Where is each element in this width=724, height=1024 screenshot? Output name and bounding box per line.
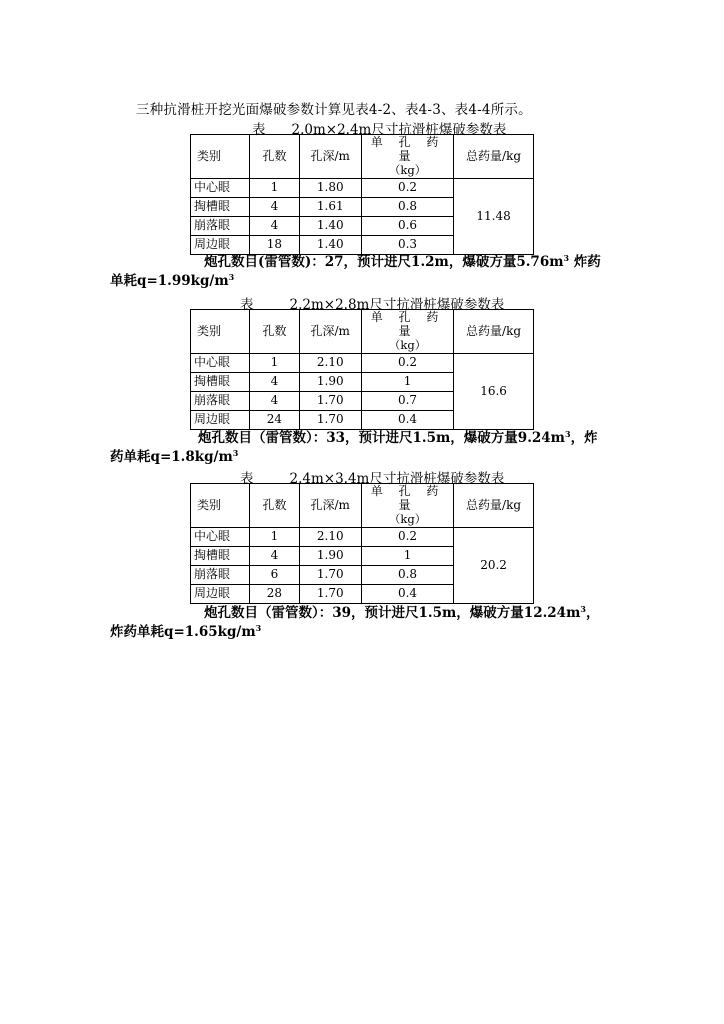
cell-holes: 4 xyxy=(250,391,299,410)
intro-paragraph: 三种抗滑桩开挖光面爆破参数计算见表4-2、表4-3、表4-4所示。 xyxy=(136,102,532,118)
cell-charge: 1 xyxy=(361,546,453,565)
cell-holes: 1 xyxy=(250,178,299,197)
cell-category: 崩落眼 xyxy=(191,565,250,584)
header-holes: 孔数 xyxy=(250,135,299,179)
cell-depth: 1.70 xyxy=(299,410,361,429)
table-3-caption-title: 2.4m×3.4m尺寸抗滑桩爆破参数表 xyxy=(289,471,505,487)
cell-holes: 18 xyxy=(250,235,299,254)
summary-text: 炸药单耗q=1.65kg/m xyxy=(110,624,256,640)
table-1-caption-title: 2.0m×2.4m尺寸抗滑桩爆破参数表 xyxy=(291,122,507,138)
cell-category: 周边眼 xyxy=(191,235,250,254)
cell-category: 掏槽眼 xyxy=(191,372,250,391)
cell-total: 11.48 xyxy=(454,178,534,254)
header-depth: 孔深/m xyxy=(299,484,361,528)
cell-category: 掏槽眼 xyxy=(191,197,250,216)
header-charge xyxy=(361,484,453,528)
cell-charge: 0.8 xyxy=(361,197,453,216)
cell-charge: 0.2 xyxy=(361,178,453,197)
cell-holes: 24 xyxy=(250,410,299,429)
cell-depth: 2.10 xyxy=(299,353,361,372)
cell-total: 20.2 xyxy=(454,527,534,603)
cell-category: 中心眼 xyxy=(191,178,250,197)
cell-holes: 1 xyxy=(250,527,299,546)
cell-charge: 0.2 xyxy=(361,527,453,546)
summary-text: 药单耗q=1.8kg/m xyxy=(110,449,233,465)
header-total: 总药量/kg xyxy=(454,310,534,354)
cell-charge: 0.4 xyxy=(361,584,453,603)
header-holes: 孔数 xyxy=(250,484,299,528)
table-1-summary xyxy=(110,253,630,291)
cell-category: 崩落眼 xyxy=(191,216,250,235)
table-2-caption-title: 2.2m×2.8m尺寸抗滑桩爆破参数表 xyxy=(289,297,505,313)
table-header-row xyxy=(191,135,534,179)
table-1-caption-prefix: 表 xyxy=(252,122,266,138)
summary-tail: ， xyxy=(585,605,600,621)
table-header-row xyxy=(191,310,534,354)
cell-category: 中心眼 xyxy=(191,353,250,372)
cell-depth: 1.40 xyxy=(299,235,361,254)
summary-superscript: 3 xyxy=(232,448,239,458)
summary-superscript: 3 xyxy=(580,604,586,614)
table-2-summary xyxy=(110,429,630,467)
summary-superscript: 3 xyxy=(564,429,571,439)
cell-charge: 0.2 xyxy=(361,353,453,372)
cell-charge: 0.6 xyxy=(361,216,453,235)
cell-depth: 1.90 xyxy=(299,372,361,391)
cell-charge: 0.8 xyxy=(361,565,453,584)
summary-tail: 炸药 xyxy=(569,254,601,270)
header-category: 类别 xyxy=(191,484,250,528)
summary-tail: ，炸 xyxy=(570,430,598,446)
cell-depth: 1.90 xyxy=(299,546,361,565)
cell-charge: 0.4 xyxy=(361,410,453,429)
cell-category: 中心眼 xyxy=(191,527,250,546)
table-1 xyxy=(190,134,534,255)
header-charge-unit: （kg） xyxy=(388,337,427,352)
cell-category: 周边眼 xyxy=(191,584,250,603)
cell-category: 周边眼 xyxy=(191,410,250,429)
cell-category: 掏槽眼 xyxy=(191,546,250,565)
table-3 xyxy=(190,483,534,604)
cell-depth: 1.70 xyxy=(299,391,361,410)
header-category: 类别 xyxy=(191,135,250,179)
header-charge xyxy=(361,135,453,179)
cell-depth: 2.10 xyxy=(299,527,361,546)
header-charge-label: 单 孔 药 量 xyxy=(370,135,445,164)
cell-holes: 6 xyxy=(250,565,299,584)
header-charge-unit: （kg） xyxy=(388,511,427,526)
summary-text: 炮孔数目（雷管数）：39，预计进尺1.5m，爆破方量12.24m xyxy=(204,605,581,621)
header-charge xyxy=(361,310,453,354)
header-total: 总药量/kg xyxy=(454,135,534,179)
table-3-summary xyxy=(110,604,630,642)
cell-holes: 4 xyxy=(250,197,299,216)
table-row xyxy=(191,353,534,372)
cell-category: 崩落眼 xyxy=(191,391,250,410)
summary-text: 单耗q=1.99kg/m xyxy=(110,273,229,289)
table-2-caption-prefix: 表 xyxy=(240,297,254,313)
cell-holes: 4 xyxy=(250,372,299,391)
cell-depth: 1.80 xyxy=(299,178,361,197)
header-charge-label: 单 孔 药 量 xyxy=(370,310,445,339)
table-row xyxy=(191,178,534,197)
table-header-row xyxy=(191,484,534,528)
cell-holes: 4 xyxy=(250,546,299,565)
cell-depth: 1.70 xyxy=(299,584,361,603)
header-charge-label: 单 孔 药 量 xyxy=(370,484,445,513)
cell-charge: 1 xyxy=(361,372,453,391)
header-charge-unit: （kg） xyxy=(388,162,427,177)
cell-holes: 4 xyxy=(250,216,299,235)
header-depth: 孔深/m xyxy=(299,135,361,179)
cell-holes: 28 xyxy=(250,584,299,603)
cell-depth: 1.61 xyxy=(299,197,361,216)
summary-superscript: 3 xyxy=(228,272,235,282)
table-2 xyxy=(190,309,534,430)
cell-charge: 0.3 xyxy=(361,235,453,254)
cell-depth: 1.40 xyxy=(299,216,361,235)
summary-text: 炮孔数目（雷管数）：33，预计进尺1.5m，爆破方量9.24m xyxy=(198,430,565,446)
cell-charge: 0.7 xyxy=(361,391,453,410)
summary-text: 炮孔数目(雷管数)：27，预计进尺1.2m，爆破方量5.76m xyxy=(204,254,564,270)
header-category: 类别 xyxy=(191,310,250,354)
cell-depth: 1.70 xyxy=(299,565,361,584)
table-row xyxy=(191,527,534,546)
header-total: 总药量/kg xyxy=(454,484,534,528)
summary-superscript: 3 xyxy=(563,253,570,263)
cell-total: 16.6 xyxy=(454,353,534,429)
table-3-caption-prefix: 表 xyxy=(240,471,254,487)
cell-holes: 1 xyxy=(250,353,299,372)
header-depth: 孔深/m xyxy=(299,310,361,354)
header-holes: 孔数 xyxy=(250,310,299,354)
summary-superscript: 3 xyxy=(255,623,262,633)
